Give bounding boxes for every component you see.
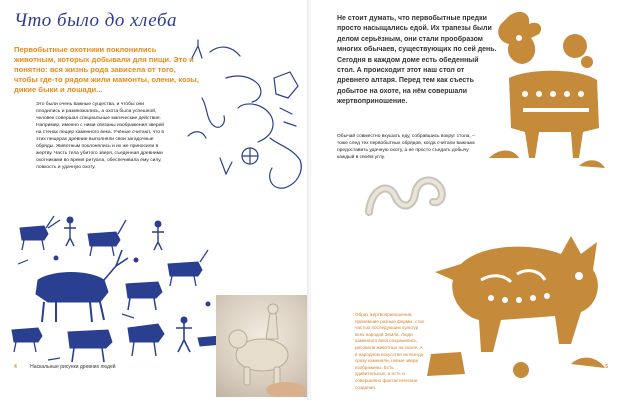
page-title: Что было до хлеба: [14, 10, 178, 31]
intro-paragraph: Первобытные охотники поклонились животным, которых добывали для пищи. Это и понятно: вся жизнь рода зависела от того, чтобы где-то рядом жили мамонты, олени, козы, дикие быки и лошади...: [14, 45, 199, 94]
left-page: [0, 0, 308, 400]
side-caption: Образ жертвоприношения, принявшие разные формы, стал частью последующих культур всех народов Земли. Люди каменного века сохранились, рисовали животных на скале. А в народном искусстве их всегда сразу изменяли, новые звери изображены. Есть удивительных, а есть и совершенно фантастические создания.: [355, 312, 425, 390]
left-footer: [14, 364, 116, 370]
petroglyph-drawing-top: [180, 38, 308, 208]
page-number-right: 5: [605, 364, 608, 370]
folk-deer-illustration: [479, 8, 614, 183]
right-top-paragraph: Не стоит думать, что первобытные предки просто насыщались едой. Их трапезы были делом серьёзным, они стали прообразом многих обычаев, существующих по сей день. Сегодня в каждом доме есть обеденный стол. А происходит этот наш стол от древнего алтаря. Перед тем как съесть добытое на охоте, на нём совершали жертвоприношение.: [337, 15, 497, 106]
petroglyph-scene: [8, 210, 223, 370]
footer-caption: Наскальные рисунки древних людей: [30, 364, 116, 370]
folk-beast-illustration: [421, 224, 616, 394]
right-body-paragraph: Обычай совместно вкушать еду, собравшись вокруг стола, – тоже след тех первобытных обрядов, когда считали важным предоставить удачную охоту, а не просто съедать добычу каждый в своём углу.: [337, 134, 475, 160]
clay-rope-sculpture: [361, 168, 451, 224]
page-number-left: 4: [14, 364, 17, 370]
body-paragraph: Это были очень важные существа, и чтобы они плодились и размножались, а охота была успешной, человек совершал специальные магические действия. Например, именно с ними связаны изображения зверей на стенах пещер каменного века. Учёные считают, что в этих пещерах древние выполняли свои загадочные обряды. Животным поклонялись и их же приносили в жертву. Часть тела убитого зверя, съеденная древними охотниками во время ритуала, обеспечивала ему силу, ловкость и удачную охоту.: [36, 102, 165, 170]
clay-figurine-shape: [216, 295, 308, 397]
clay-figurine-photo: [216, 295, 308, 397]
